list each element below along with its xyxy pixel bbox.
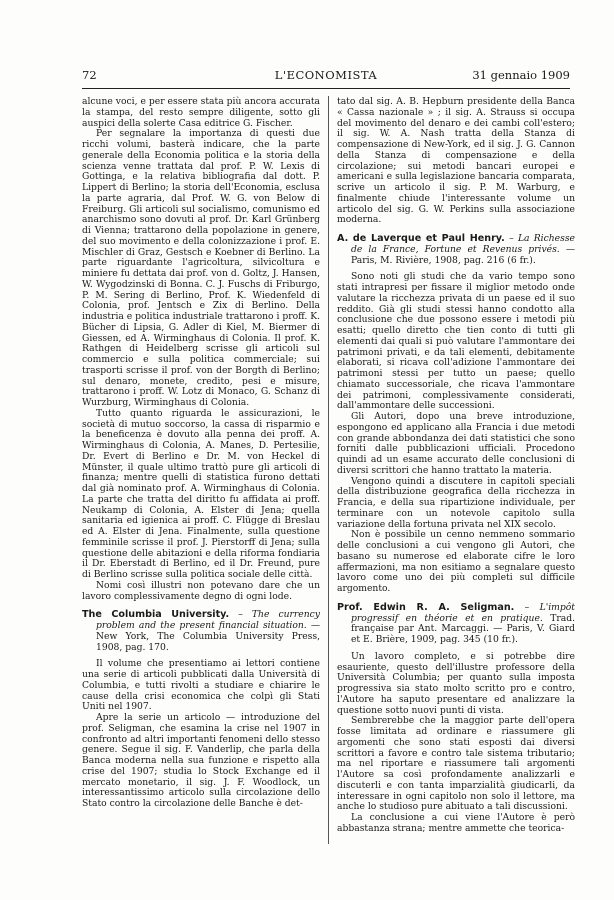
review-author: The Columbia University. [82,609,230,621]
review-entry-laverque: A. de Laverque et Paul Henry. – La Richesse de la France, Fortune et Revenus privés. — Paris, M. Rivière, 1908, pag. 216 (6 fr.). [337,233,575,266]
paragraph: Un lavoro completo, e si potrebbe dire esauriente, questo dell'illustre professore della Università Columbia; per quanto sulla imposta progressiva sia stato molto scritto pro e contro, l'Autore ha saputo presentare ed analizzare la questione sotto nuovi punti di vista. [337,650,575,716]
paragraph: Vengono quindi a discutere in capitoli speciali della distribuzione geografica della ricchezza in Francia, e della sua ripartizione individuale, per terminare con un notevole capitolo sulla variazione della fortuna privata nel XIX secolo. [337,475,575,530]
left-column [82,97,320,810]
paragraph: Nomi così illustri non potevano dare che un lavoro complessivamente degno di ogni lode. [82,579,320,602]
paragraph: Non è possibile un cenno nemmeno sommario delle conclusioni a cui vengono gli Autori, che basano su numerose ed elaborate cifre le loro affermazioni, ma non esitiamo a segnalare questo lavoro come uno dei più completi sul difficile argomento. [337,529,575,594]
paragraph: Sono noti gli studi che da vario tempo sono stati intrapresi per fissare il miglior metodo onde valutare la ricchezza privata di un paese ed il suo reddito. Già gli studi stessi hanno condotto alla conclusione che due possono essere i metodi più esatti; quello diretto che tien conto di tutti gli elementi dai quali si può valutare l'ammontare dei patrimoni privati, e da tali elementi, debitamente elaborati, si ricava coll'adizione l'ammontare dei patrimoni stessi per tutto un paese; quello chiamato successoriale, che ricava l'ammontare dei patrimoni, complessivamente considerati, dall'ammontare delle successioni. [337,271,575,412]
review-entry-columbia: The Columbia University. – The currency problem and the present financial situation. — New York, The Columbia University Press, 1908, pag. 170. [82,609,320,653]
header-rule [82,88,570,89]
review-publication: — Paris, M. Rivière, 1908, pag. 216 (6 fr.). [351,243,575,266]
right-column [337,97,575,835]
paragraph: Il volume che presentiamo ai lettori contiene una serie di articoli pubblicati dalla Università di Columbia, e tutti rivolti a studiare e chiarire le cause della crisi economica che colpì gli Stati Uniti nel 1907. [82,658,320,713]
review-entry-seligman: Prof. Edwin R. A. Seligman. – L'impôt progressif en théorie et en pratique. Trad. française par Ant. Marcaggi. — Paris, V. Giard et E. Brière, 1909, pag. 345 (10 fr.). [337,601,576,645]
paragraph: La conclusione a cui viene l'Autore è però abbastanza strana; mentre ammette che teorica- [337,812,575,834]
review-publication: Trad. française par Ant. Marcaggi. — Paris, V. Giard et E. Brière, 1909, pag. 345 (10 fr.). [351,612,576,645]
review-author: Prof. Edwin R. A. Seligman. [337,601,515,613]
paragraph: Sembrerebbe che la maggior parte dell'opera fosse limitata ad ordinare e riassumere gli argomenti che sono stati esposti dai diversi scrittori a favore e contro tale sistema tributario; ma nel riportare e riassumere tali argomenti l'Autore sa così profondamente analizzarli e discuterli e con tanta imparzialità giudicarli, da interessare in ogni capitolo non solo il lettore, ma anche lo studioso pure abituato a tali discussioni. [337,715,575,813]
paragraph: Tutto quanto riguarda le assicurazioni, le società di mutuo soccorso, la cassa di risparmio e la beneficenza è dovuto alla penna dei proff. A. Wirminghaus di Colonia, A. Manes, D. Pertesilie, Dr. Evert di Berlino e Dr. M. von Heckel di Münster, il quale ultimo trattò pure gli articoli di finanza; mentre quelli di statistica furono dettati dal già nominato prof. A. Wirminghaus di Colonia. La parte che tratta del diritto fu affidata ai proff. Neukamp di Colonia, A. Elster di Jena; quella sanitaria ed igienica ai proff. C. Flügge di Breslau ed A. Elster di Jena. Finalmente, sulla questione femminile scrisse il prof. J. Pierstorff di Jena; sulla questione delle abitazioni e della riforma fondiaria il Dr. Eberstadt di Berlino, ed il Dr. Freund, pure di Berlino scrisse sulla politica sociale delle città. [82,407,320,580]
paragraph: Gli Autori, dopo una breve introduzione, espongono ed applicano alla Francia i due metodi con grande abbondanza dei dati statistici che sono forniti dalle pubblicazioni ufficiali. Procedono quindi ad un esame accurato delle conclusioni di diversi scrittori che hanno trattato la materia. [337,411,575,476]
paragraph: tato dal sig. A. B. Hepburn presidente della Banca « Cassa nazionale » ; il sig. A. Strauss si occupa del movimento del denaro e dei cambi coll'estero; il sig. W. A. Nash tratta della Stanza di compensazione di New-York, ed il sig. J. G. Cannon della Stanza di compensazione e della circolazione; sui metodi bancari europei e americani e sulla legislazione bancaria comparata, scrive un articolo il sig. P. M. Warburg, e finalmente chiude l'interessante volume un articolo del sig. G. W. Perkins sulla associazione moderna. [337,96,575,226]
paragraph: Apre la serie un articolo — introduzione del prof. Seligman, che esamina la crise nel 1907 in confronto ad altri importanti fenomeni dello stesso genere. Segue il sig. F. Vanderlip, che parla della Banca moderna nella sua funzione e rispetto alla crise del 1907; studia lo Stock Exchange ed il mercato monetario, il sig. J. F. Woodlock, un interessantissimo articolo sulla circolazione dello Stato contro la circolazione delle Banche è det- [82,712,320,809]
review-publication: — New York, The Columbia University Press, 1908, pag. 170. [96,620,320,653]
review-title: La Richesse de la France, Fortune et Revenus privés. [351,233,575,255]
review-title: L'impôt progressif en théorie et en pratique. [351,601,575,624]
issue-date: 31 gennaio 1909 [472,68,570,82]
paragraph: alcune voci, e per essere stata più ancora accurata la stampa, del resto sempre diligente, sotto gli auspici della solerte Casa editrice G. Fischer. [82,96,320,129]
page-number: 72 [82,68,97,82]
review-title: The currency problem and the present financial situation. [96,609,320,631]
paragraph: Per segnalare la importanza di questi due ricchi volumi, basterà indicare, che la parte generale della Economia politica e la storia della scienza venne trattata dal prof. P. W. Lexis di Gottinga, e la relativa bibliografia dal dott. P. Lippert di Berlino; la storia dell'Economia, esclusa la parte agraria, dal Prof. W. G. von Below di Freiburg. Gli articoli sul socialismo, comunismo ed anarchismo sono dovuti al prof. Dr. Karl Grünberg di Vienna; trattarono della popolazione in genere, del suo movimento e della colonizzazione i prof. E. Mischler di Graz, Gestsch e Koebner di Berlino. La parte riguardante l'agricoltura, silvicoltura e miniere fu dettata dai prof. von d. Goltz, J. Hansen, W. Wygodzinski di Bonna. C. J. Fuschs di Friburgo, P. M. Sering di Berlino, Prof. K. Wiedenfeld di Colonia, prof. Jentsch e Zix di Berlino. Della industria e politica industriale trattarono i proff. K. Bücher di Lipsia, G. Adler di Kiel, M. Biermer di Giessen, ed A. Wirminghaus di Colonia. Il prof. K. Rathgen di Heidelberg scrisse gli articoli sul commercio e sulla politica commerciale; sui trasporti scrisse il prof. von der Borgth di Berlino; sul denaro, monete, credito, pesi e misure, trattarono i proff. W. Lotz di Monaco, G. Schanz di Wurzburg, Wirminghaus di Colonia. [82,128,320,408]
column-divider [328,96,329,844]
journal-title: L'ECONOMISTA [274,68,378,82]
review-author: A. de Laverque et Paul Henry. [337,233,505,244]
running-header [82,66,570,84]
